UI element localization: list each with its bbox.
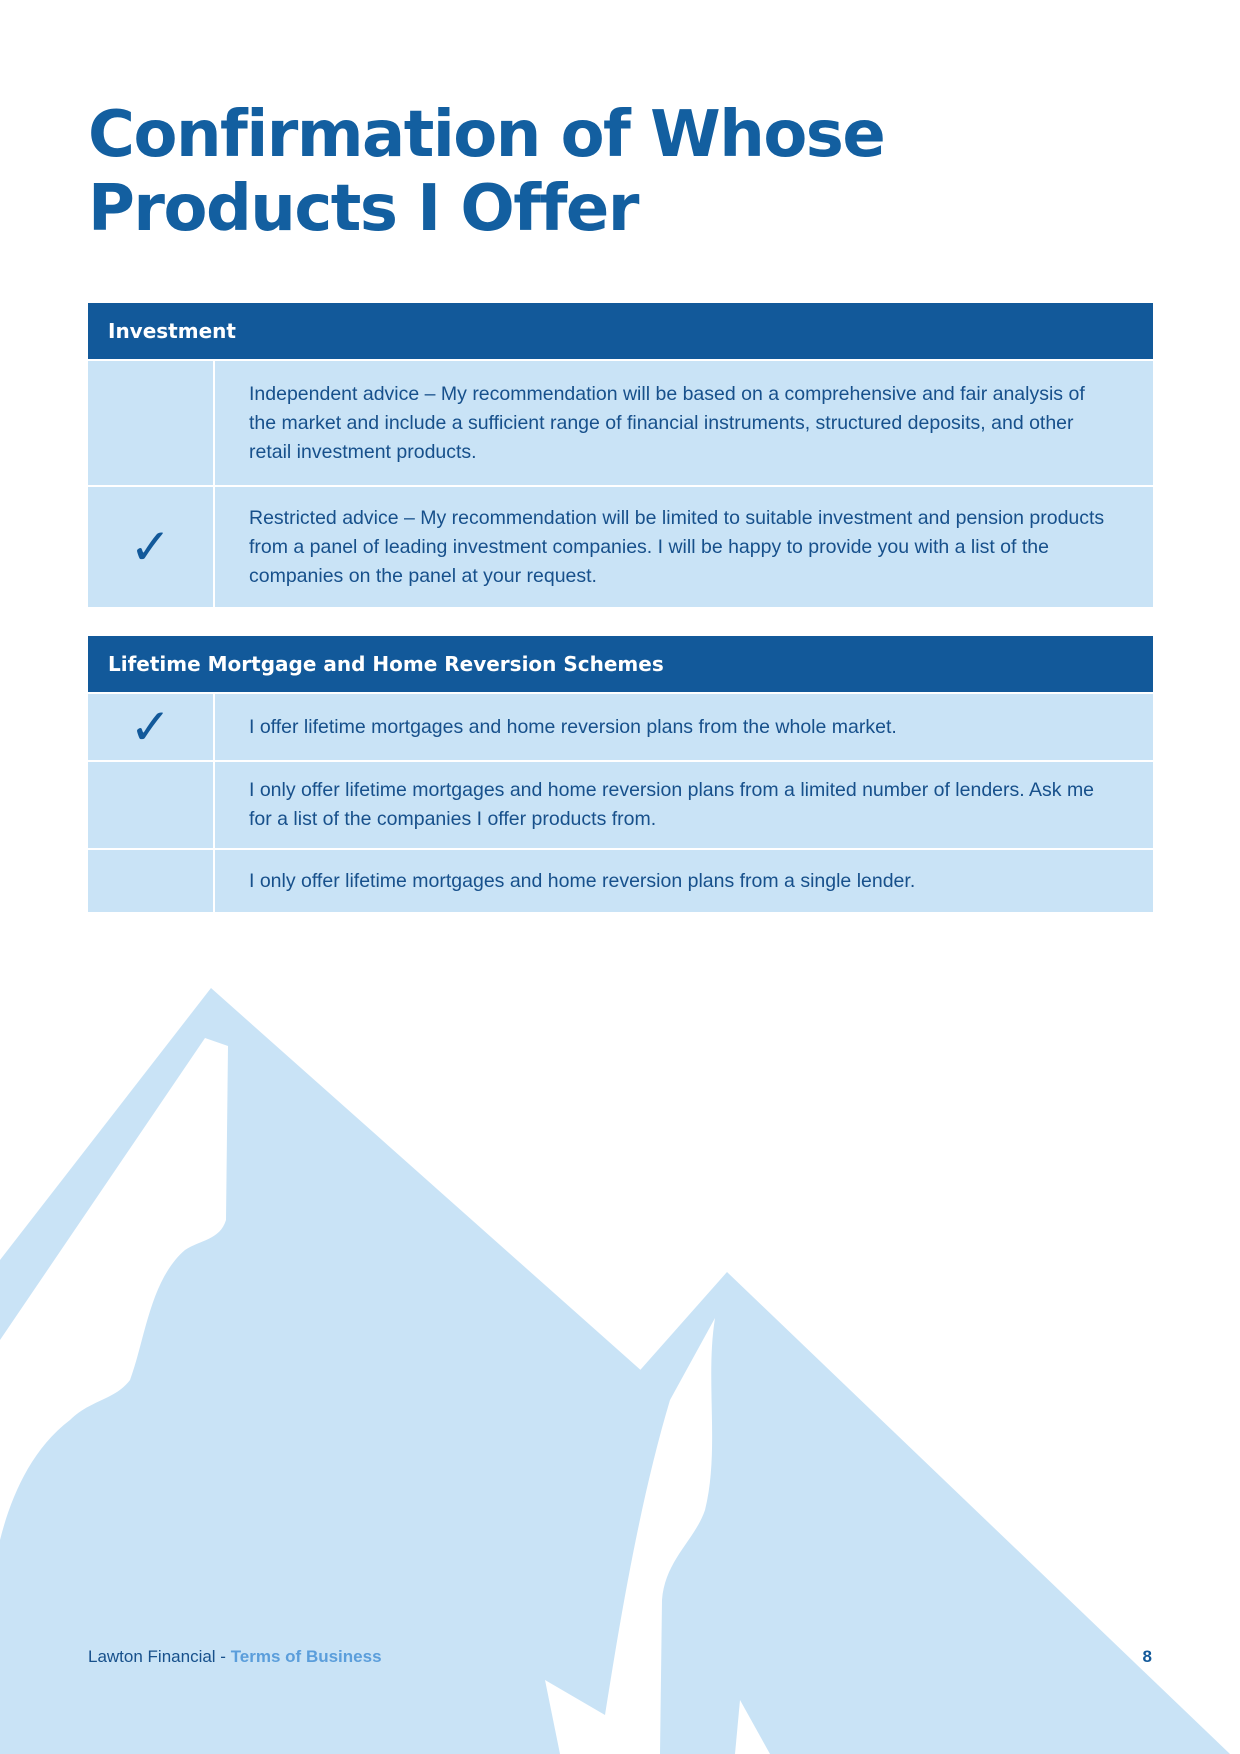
checkbox-cell[interactable] [88, 694, 215, 760]
option-row-independent-advice [88, 359, 1153, 485]
checkmark-icon: ✓ [129, 519, 172, 575]
checkbox-cell[interactable] [88, 762, 215, 848]
page-number: 8 [1142, 1647, 1152, 1666]
lifetime-mortgage-section-heading: Lifetime Mortgage and Home Reversion Schemes [88, 636, 1153, 692]
option-text: I only offer lifetime mortgages and home reversion plans from a limited number of lenders. Ask me for a list of the companies I offer products from. [249, 779, 1095, 830]
checkbox-cell[interactable] [88, 850, 215, 912]
page-title-line-2: Products I Offer [88, 172, 638, 246]
option-text: I offer lifetime mortgages and home reversion plans from the whole market. [249, 715, 897, 738]
checkbox-cell[interactable] [88, 361, 215, 485]
footer-document-label [88, 1647, 382, 1667]
checkbox-cell[interactable] [88, 487, 215, 607]
option-text: Restricted advice – My recommendation will be limited to suitable investment and pension products from a panel of leading investment companies. I will be happy to provide you with a list of the companies on the panel at your request. [249, 506, 1105, 587]
footer-document-name: Terms of Business [230, 1647, 382, 1666]
footer-company-name: Lawton Financial - [88, 1647, 231, 1666]
option-row-limited-lenders [88, 760, 1153, 848]
page-title [88, 98, 988, 246]
checkmark-icon: ✓ [129, 699, 172, 755]
page-title-line-1: Confirmation of Whose [88, 98, 885, 172]
option-row-whole-market [88, 692, 1153, 760]
lifetime-mortgage-section [88, 636, 1153, 912]
option-row-restricted-advice [88, 485, 1153, 607]
investment-section [88, 303, 1153, 607]
option-text: I only offer lifetime mortgages and home reversion plans from a single lender. [249, 869, 916, 892]
investment-section-heading: Investment [88, 303, 1153, 359]
option-row-single-lender [88, 848, 1153, 912]
option-text: Independent advice – My recommendation will be based on a comprehensive and fair analysis of the market and include a sufficient range of financial instruments, structured deposits, and other retail investment products. [249, 382, 1085, 463]
